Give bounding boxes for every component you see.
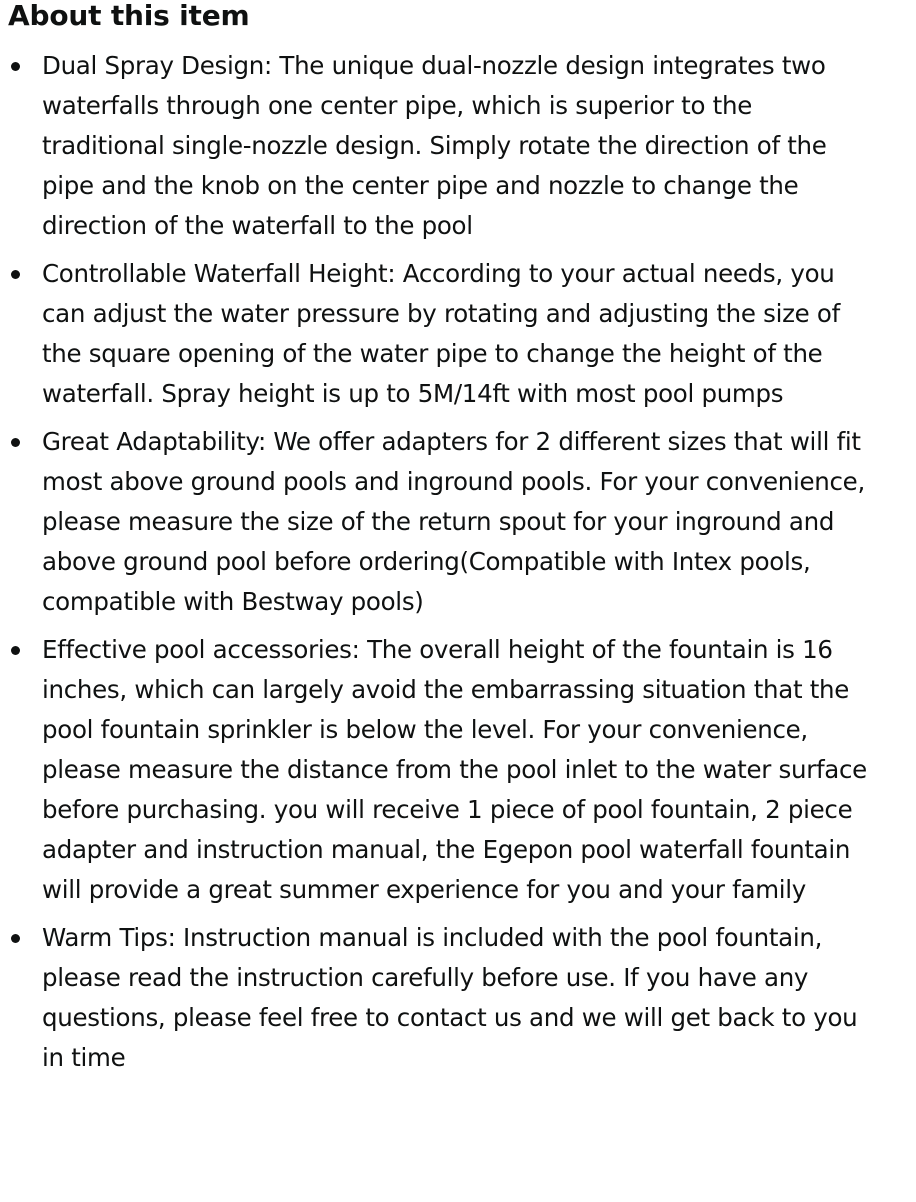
bullet-dot-icon [11,62,20,71]
feature-bullet-text: Great Adaptability: We offer adapters for 2 different sizes that will fit most above ground pools and inground pools. For your convenience, please measure the size of the return spout for your inground and above ground pool before ordering(Compatible with Intex pools, compatible with Bestway pools) [42,427,865,616]
feature-bullet-text: Controllable Waterfall Height: According to your actual needs, you can adjust the water pressure by rotating and adjusting the size of the square opening of the water pipe to change the height of the waterfall. Spray height is up to 5M/14ft with most pool pumps [42,259,840,408]
feature-bullet-item [8,630,916,910]
feature-bullet-item [8,422,916,622]
feature-bullet-item [8,918,916,1078]
feature-bullet-item [8,254,916,414]
bullet-dot-icon [11,438,20,447]
feature-bullet-list [8,46,916,1078]
feature-bullet-text: Effective pool accessories: The overall height of the fountain is 16 inches, which can largely avoid the embarrassing situation that the pool fountain sprinkler is below the level. For your convenience, please measure the distance from the pool inlet to the water surface before purchasing. you will receive 1 piece of pool fountain, 2 piece adapter and instruction manual, the Egepon pool waterfall fountain will provide a great summer experience for you and your family [42,635,867,904]
section-title: About this item [8,0,250,32]
feature-bullet-text: Warm Tips: Instruction manual is included with the pool fountain, please read the instruction carefully before use. If you have any questions, please feel free to contact us and we will get back to you in time [42,923,858,1072]
bullet-dot-icon [11,646,20,655]
feature-bullet-item [8,46,916,246]
feature-bullet-text: Dual Spray Design: The unique dual-nozzle design integrates two waterfalls through one center pipe, which is superior to the traditional single-nozzle design. Simply rotate the direction of the pipe and the knob on the center pipe and nozzle to change the direction of the waterfall to the pool [42,51,827,240]
bullet-dot-icon [11,934,20,943]
bullet-dot-icon [11,270,20,279]
